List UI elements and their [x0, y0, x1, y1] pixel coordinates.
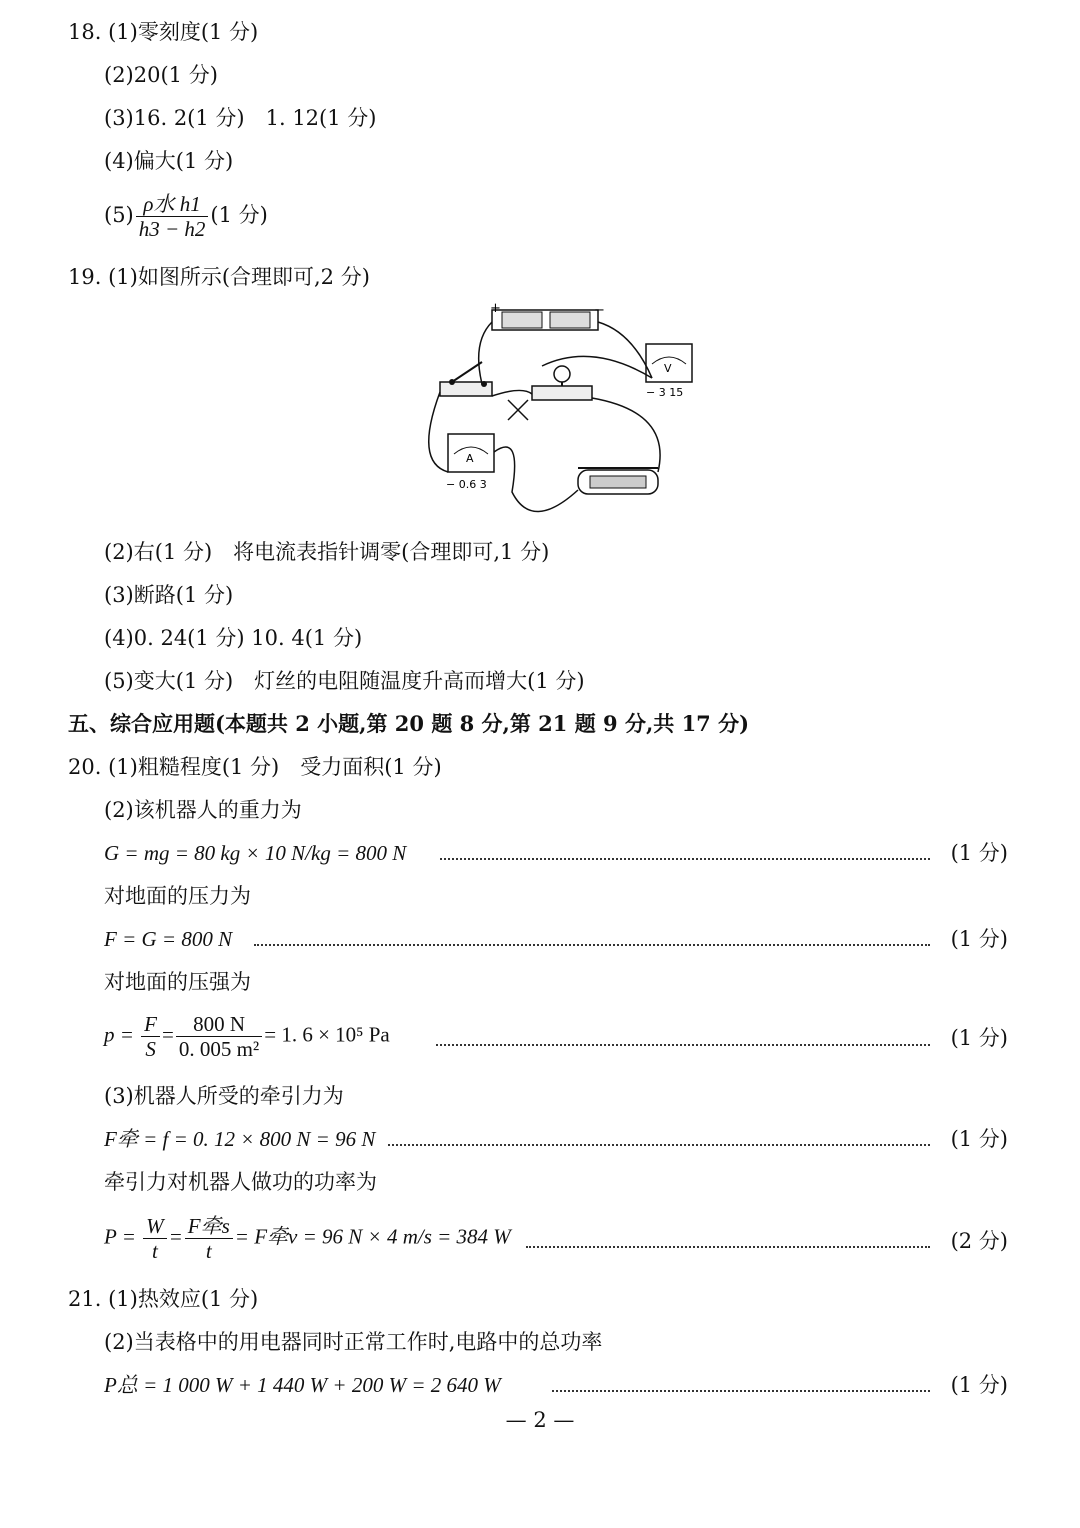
dot-leader [254, 944, 930, 946]
lamp [532, 366, 592, 400]
page-number: — 2 — [505, 1408, 575, 1432]
dot-leader [436, 1044, 930, 1046]
rheostat [578, 468, 658, 494]
q21-equation-1-score: (1 分) [950, 1373, 1008, 1397]
fraction-denominator: h3 − h2 [138, 217, 206, 241]
q20-equation-3: p = $\frac{F}{S}$ = $\frac{800 N}{\text{0. 005 m²}}$ = 1. 6 × 10⁵ Pa [104, 1012, 390, 1061]
dot-leader [552, 1390, 930, 1392]
fraction-numerator: F [141, 1012, 160, 1037]
fraction-denominator: 0. 005 m² [178, 1037, 260, 1061]
pressure-lhs: p = [104, 1022, 134, 1047]
q20-equation-2: F = G = 800 N [104, 927, 233, 951]
q18-part5 [104, 192, 268, 241]
battery-plus-label: + [490, 302, 501, 316]
pressure-fraction-2 [176, 1012, 262, 1061]
ammeter [446, 434, 494, 491]
q20-equation-1-score: (1 分) [950, 841, 1008, 865]
q20-part1: 20. (1)粗糙程度(1 分) 受力面积(1 分) [68, 755, 442, 779]
pressure-fraction-1 [141, 1012, 160, 1061]
q18-part5-suffix: (1 分) [210, 203, 268, 227]
q21-part1: 21. (1)热效应(1 分) [68, 1287, 259, 1311]
circuit-diagram [412, 302, 712, 524]
q18-part1: 18. (1)零刻度(1 分) [68, 20, 259, 44]
ammeter-terminals: − 0.6 3 [446, 478, 487, 491]
q20-equation-1: G = mg = 80 kg × 10 N/kg = 800 N [104, 841, 407, 865]
q21-equation-1: P总 = 1 000 W + 1 440 W + 200 W = 2 640 W [104, 1373, 501, 1397]
fraction-denominator: t [151, 1239, 158, 1263]
q19-part4: (4)0. 24(1 分) 10. 4(1 分) [104, 626, 363, 650]
fraction-numerator: F牵s [185, 1214, 233, 1239]
q20-part4: 对地面的压强为 [104, 970, 251, 994]
voltmeter-terminals: − 3 15 [646, 386, 684, 399]
q20-equation-2-score: (1 分) [950, 927, 1008, 951]
q20-part2: (2)该机器人的重力为 [104, 798, 302, 822]
dot-leader [388, 1144, 930, 1146]
switch [440, 362, 492, 396]
q20-part5: (3)机器人所受的牵引力为 [104, 1084, 344, 1108]
battery-pack [490, 302, 605, 330]
q19-part3: (3)断路(1 分) [104, 583, 234, 607]
power-lhs: P = [104, 1224, 136, 1249]
q20-equation-4: F牵 = f = 0. 12 × 800 N = 96 N [104, 1127, 376, 1151]
power-fraction-2 [185, 1214, 233, 1263]
power-fraction-1 [143, 1214, 167, 1263]
q19-part5: (5)变大(1 分) 灯丝的电阻随温度升高而增大(1 分) [104, 669, 585, 693]
fraction-numerator: 800 N [176, 1012, 262, 1037]
q20-part6: 牵引力对机器人做功的功率为 [104, 1170, 377, 1194]
voltmeter [646, 344, 692, 399]
pressure-rhs: = 1. 6 × 10⁵ Pa [264, 1022, 390, 1047]
voltmeter-label: V [664, 362, 672, 375]
q20-equation-4-score: (1 分) [950, 1127, 1008, 1151]
battery-minus-label: − [594, 303, 605, 318]
q18-part5-prefix: (5) [104, 203, 134, 227]
q19-part2: (2)右(1 分) 将电流表指针调零(合理即可,1 分) [104, 540, 550, 564]
q18-part4: (4)偏大(1 分) [104, 149, 234, 173]
q21-part2: (2)当表格中的用电器同时正常工作时,电路中的总功率 [104, 1330, 603, 1354]
q19-part1: 19. (1)如图所示(合理即可,2 分) [68, 265, 370, 289]
q20-part3: 对地面的压力为 [104, 884, 251, 908]
ammeter-label: A [466, 452, 474, 465]
q20-equation-5-score: (2 分) [950, 1229, 1008, 1253]
fraction-denominator: t [205, 1239, 212, 1263]
q20-equation-5: P = $\frac{W}{t}$ = $\frac{\text{F牵s}}{t}$ = F牵v = 96 N × 4 m/s = 384 W [104, 1214, 511, 1263]
fraction-numerator: W [143, 1214, 167, 1239]
dot-leader [526, 1246, 930, 1248]
section-five-heading: 五、综合应用题(本题共 2 小题,第 20 题 8 分,第 21 题 9 分,共 17 分) [68, 711, 750, 736]
q18-part2: (2)20(1 分) [104, 63, 218, 87]
fraction-numerator: ρ水 h1 [136, 192, 209, 217]
fraction-denominator: S [145, 1037, 156, 1061]
dot-leader [440, 858, 930, 860]
q20-equation-3-score: (1 分) [950, 1026, 1008, 1050]
q18-part3: (3)16. 2(1 分) 1. 12(1 分) [104, 106, 377, 130]
q18-part5-fraction [136, 192, 209, 241]
power-rhs: = F牵v = 96 N × 4 m/s = 384 W [234, 1224, 511, 1249]
